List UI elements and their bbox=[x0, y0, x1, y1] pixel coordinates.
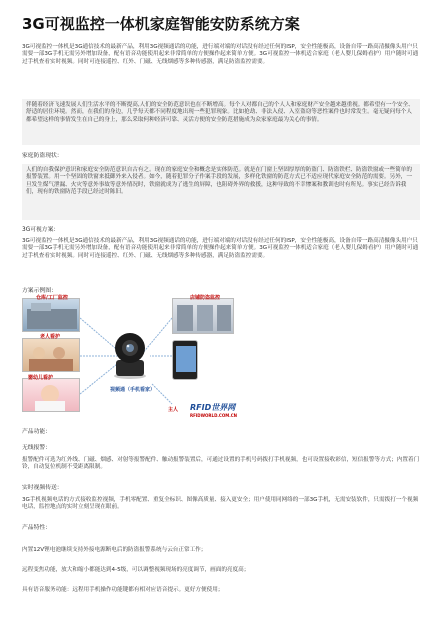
feature-item-1: 内置12V锂电池继续支持外接电源断电后的防盗报警系统与云台正常工作； bbox=[22, 547, 207, 553]
warehouse-image bbox=[22, 298, 80, 332]
functions-label: 产品功能： bbox=[22, 429, 51, 435]
background-paragraph: 伴随着经济飞速发展人们生活水平的不断提高,人们的安全防范意识也在不断增高。每个人对都自己的个人人和家庭财产安全越来越重视。都希望有一个安全、舒适的居住环境。然而，在我们的身边，几乎每天都不同程度地出现一些犯罪现象。比如抢劫、非法入侵、入室盗窃等恶性案件也时常发生。毫无疑问每个人都希望这样的事情发生在自己的身上，那么采取何种经济可靠、灵活方便的安全防范措施成为众家家庭最为关心的事情。 bbox=[22, 99, 420, 145]
alarm-paragraph: 报警配件可选为红外线、门磁、烟感、对射等报警配件、触动报警装置后，可通过设置的手机号码拨打手机视频，也可设置接收彩信，短信报警等方式；内置着门铃，自动复位机制不受距离限制。 bbox=[22, 457, 420, 471]
phone-image bbox=[172, 340, 198, 380]
monitor-label: 实时视频传送： bbox=[22, 485, 63, 491]
logo-subtext: RFIDWORLD.COM.CN bbox=[190, 413, 238, 418]
rfid-world-logo bbox=[190, 402, 246, 418]
intro-paragraph: 3G可视监控一体机是3G通信技术的最新产品，利用3G视频通话的功能，进行端对端的对话没有经过任何的ISP，安全性能极高，设备自带一路高清摄像头用户只需要一部3G手机无需另外增加设备，配有语音功能使用起来非常简单的方便操作起来简单方便。3G可视监控一体机适合家庭（老人婴儿保姆看护）用户随时可通过手机查看实时视频。同时可连接遥控、红外、门磁、无线烟感等多种传感器，满足防盗监控需要。 bbox=[22, 44, 419, 65]
alarm-label: 无线报警： bbox=[22, 445, 51, 451]
page-title: 3G可视监控一体机家庭智能安防系统方案 bbox=[22, 15, 300, 33]
shop-image bbox=[172, 298, 234, 334]
plan-label: 3G可视方案： bbox=[22, 227, 60, 233]
elderly-image bbox=[22, 338, 80, 372]
features-label: 产品特性： bbox=[22, 525, 51, 531]
diagram-label: 方案示例图： bbox=[22, 288, 57, 294]
baby-image bbox=[22, 378, 80, 412]
baby-caption: 婴幼儿看护 bbox=[28, 375, 54, 381]
owner-caption: 主人 bbox=[168, 407, 179, 413]
phone-caption: 视频通（手机看家） bbox=[110, 387, 156, 393]
elderly-caption: 老人看护 bbox=[40, 334, 61, 340]
solution-diagram bbox=[22, 294, 242, 420]
feature-item-2: 远程变焦功能，放大和缩小都能达到4-5级，可以调整视频现场的亮度调节，画面的亮度高； bbox=[22, 567, 250, 573]
warehouse-caption: 仓库/工厂监控 bbox=[36, 295, 68, 301]
monitor-paragraph: 3G手机视频电话的方式接收监控视频，手机零配置、重复全标识、图像高质量、接入更安全；用户使用同网络的一部3G手机，无需安装软件，只需拨打一个视频电话，监控地点的实时立刻呈现在眼前。 bbox=[22, 497, 419, 511]
camera-device-image bbox=[110, 330, 150, 380]
plan-paragraph: 3G可视监控一体机是3G通信技术的最新产品，利用3G视频通话的功能，进行端对端的对话没有经过任何的ISP，安全性能极高，设备自带一路高清摄像头用户只需要一部3G手机无需另外增加设备，配有语音功能使用起来非常简单的方便操作起来简单方便。3G可视监控一体机适合家庭（老人婴儿保姆看护）用户随时可通过手机查看实时视频。同时可连接遥控、红外、门磁、无线烟感等多种传感器，满足防盗监控需要。 bbox=[22, 238, 419, 259]
logo-text: RFID世界网 bbox=[190, 403, 236, 412]
shop-caption: 店铺防盗监控 bbox=[190, 295, 221, 301]
feature-item-3: 具有语音服务功能：远程用手机操作功能键都有相对应语音提示。更好方便使用； bbox=[22, 587, 224, 593]
analysis-paragraph: 人们的自我保护意识和家庭安全防范意识自古有之。现在的家庭安全和概念是实体防范。就是在门窗上坚固厚厚的防盗门、防盗铁栏、防盗铁窗或一些简单的报警装置。用一个坚固的铁窗来抵御外来入侵者。如今，随着犯罪分子作案手段的发展，多样化铁窗的防范方式已不适应现代家庭安全防范的需要。另外，一旦发生煤气泄漏、火灾等意外事故等意外情况时，铁窗就成为了逃生的屏障，也阻碍外界的救援，这种导致的不幸惨案和教训也时有所见。事实已经告诉我们，现有的铁窗防范手段已经过时陈旧。 bbox=[22, 164, 420, 220]
analysis-label: 家庭防盗现状： bbox=[22, 153, 63, 159]
